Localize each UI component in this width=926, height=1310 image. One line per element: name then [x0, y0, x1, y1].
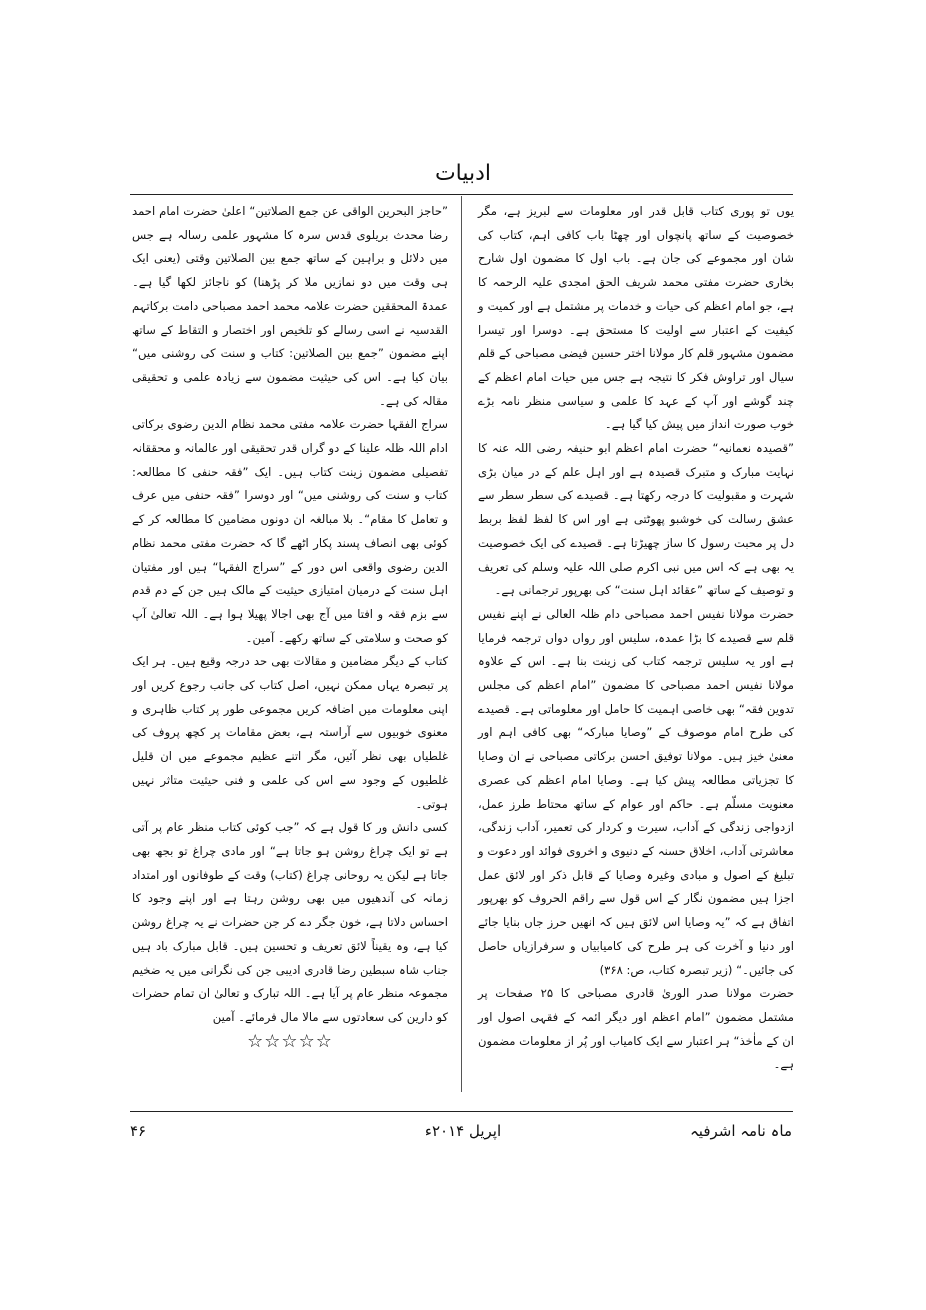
section-title: ادبیات	[434, 161, 492, 186]
paragraph: حضرت مولانا نفیس احمد مصباحی دام ظلہ العالی نے اپنے نفیس قلم سے قصیدے کا بڑا عمدہ، سلیس اور رواں دواں ترجمہ فرمایا ہے اور یہ سلیس ترجمہ کتاب کی زینت بنا ہے۔ اس کے علاوہ مولانا نفیس احمد مصباحی کا مضمون ”امام اعظم کی مجلس تدوین فقہ“ بھی خاصی اہمیت کا حامل اور معلوماتی ہے۔ قصیدے کی طرح امام موصوف کے ”وصایا مبارکہ“ بھی کافی اہم اور معنیٰ خیز ہیں۔ مولانا توفیق احسن برکاتی مصباحی نے ان وصایا کا تجزیاتی مطالعہ پیش کیا ہے۔ وصایا امام اعظم کی عصری معنویت مسلّم ہے۔ حاکم اور عوام کے ساتھ محتاط طرز عمل، ازدواجی زندگی کے آداب، سیرت و کردار کی تعمیر، آداب زندگی، معاشرتی آداب، اخلاق حسنہ کے دنیوی و اخروی فوائد اور دعوت و تبلیغ کے اصول و مبادی وغیرہ وصایا کے قابل ذکر اور لائق عمل اجزا ہیں مضمون نگار کے اس قول سے راقم الحروف کو بھرپور اتفاق ہے کہ ”یہ وصایا اس لائق ہیں کہ انھیں حرز جاں بنایا جائے اور دنیا و آخرت کی ہر طرح کی کامیابیاں و سرفرازیاں حاصل کی جائیں۔“ (زیر تبصرہ کتاب، ص: ۳۶۸)	[478, 606, 794, 977]
left-column	[132, 200, 448, 1053]
star-ornament: ☆☆☆☆☆	[247, 1030, 333, 1052]
paragraph: ”قصیدہ نعمانیہ“ حضرت امام اعظم ابو حنیفہ رضی اللہ عنہ کا نہایت مبارک و متبرک قصیدہ ہے اور اہل علم کے در میان بڑی شہرت و مقبولیت کا درجہ رکھتا ہے۔ قصیدے کی سطر سطر سے عشق رسالت کی خوشبو پھوٹتی ہے اور اس کا لفظ لفظ بربط دل پر محبت رسول کا ساز چھیڑتا ہے۔ قصیدے کی ایک خصوصیت یہ بھی ہے کہ اس میں نبی اکرم صلی اللہ علیہ وسلم کی تعریف و توصیف کے ساتھ ”عقائد اہل سنت“ کی بھرپور ترجمانی ہے۔	[478, 441, 794, 598]
paragraph: کسی دانش ور کا قول ہے کہ ”جب کوئی کتاب منظر عام پر آتی ہے تو ایک چراغ روشن ہو جاتا ہے“ اور مادی چراغ تو بجھ بھی جاتا ہے لیکن یہ روحانی چراغ (کتاب) وقت کے طوفانوں اور امتداد زمانہ کی آندھیوں میں بھی روشن رہتا ہے اور اپنے وجود کا احساس دلاتا ہے، خون جگر دے کر جن حضرات نے یہ چراغ روشن کیا ہے، وہ یقیناً لائق تعریف و تحسین ہیں۔ قابل مبارک باد ہیں جناب شاہ سبطین رضا قادری ادیبی جن کی نگرانی میں یہ ضخیم مجموعہ منظر عام پر آیا ہے۔ اللہ تبارک و تعالیٰ ان تمام حضرات کو دارین کی سعادتوں سے مالا مال فرمائے۔ آمین	[132, 820, 448, 1024]
paragraph: حضرت مولانا صدر الوریٰ قادری مصباحی کا ۲۵ صفحات پر مشتمل مضمون ”امام اعظم اور دیگر ائمہ کے فقہی اصول اور ان کے ماٰخذ“ ہر اعتبار سے ایک کامیاب اور پُر از معلومات مضمون ہے۔	[478, 986, 794, 1072]
column-divider	[461, 196, 462, 1092]
journal-name: ماہ نامہ اشرفیہ	[690, 1122, 792, 1140]
paragraph: کتاب کے دیگر مضامین و مقالات بھی حد درجہ وقیع ہیں۔ ہر ایک پر تبصرہ یہاں ممکن نہیں، اصل کتاب کی جانب رجوع کریں اور اپنی معلومات میں اضافہ کریں مجموعی طور پر کتاب ظاہری و معنوی خوبیوں سے آراستہ ہے، بعض مقامات پر کچھ پروف کی غلطیاں بھی نظر آئیں، مگر اتنے عظیم مجموعے میں ان قلیل غلطیوں کے وجود سے اس کی علمی و فنی حیثیت متاثر نہیں ہوتی۔	[132, 654, 448, 811]
page-number: ۴۶	[130, 1122, 147, 1140]
footer-rule	[130, 1111, 793, 1112]
header-rule	[130, 194, 793, 195]
right-column	[478, 200, 794, 1077]
paragraph: ”حاجز البحرین الواقی عن جمع الصلاتین“ اعلیٰ حضرت امام احمد رضا محدث بریلوی قدس سرہ کا مشہور علمی رسالہ ہے جس میں دلائل و براہین کے ساتھ جمع بین الصلاتین وقتی (یعنی ایک ہی وقت میں دو نمازیں ملا کر پڑھنا) کو ناجائز لکھا گیا ہے۔ عمدۃ المحققین حضرت علامہ محمد احمد مصباحی دامت برکاتہم القدسیہ نے اسی رسالے کو تلخیص اور اختصار و التقاط کے ساتھ اپنے مضمون ”جمع بین الصلاتین: کتاب و سنت کی روشنی میں“ بیان کیا ہے۔ اس کی حیثیت مضمون سے زیادہ علمی و تحقیقی مقالہ کی ہے۔	[132, 204, 448, 408]
paragraph: سراج الفقہا حضرت علامہ مفتی محمد نظام الدین رضوی برکاتی ادام اللہ ظلہ علینا کے دو گراں قدر تحقیقی اور عالمانہ و محققانہ تفصیلی مضمون زینت کتاب ہیں۔ ایک ”فقہ حنفی کا مطالعہ: کتاب و سنت کی روشنی میں“ اور دوسرا ”فقہ حنفی میں عرف و تعامل کا مقام“۔ بلا مبالغہ ان دونوں مضامین کا مطالعہ کر کے کوئی بھی انصاف پسند پکار اٹھے گا کہ حضرت مفتی محمد نظام الدین رضوی واقعی اس دور کے ”سراج الفقہا“ ہیں اور مفتیان اہل سنت کے درمیان امتیازی حیثیت کے مالک ہیں جن کے دم قدم سے بزم فقہ و افتا میں آج بھی اجالا پھیلا ہوا ہے۔ اللہ تعالیٰ آپ کو صحت و سلامتی کے ساتھ رکھے۔ آمین۔	[132, 417, 448, 645]
issue-date: اپریل ۲۰۱۴ء	[424, 1122, 502, 1140]
paragraph: یوں تو پوری کتاب قابل قدر اور معلومات سے لبریز ہے، مگر خصوصیت کے ساتھ پانچواں اور چھٹا باب کافی اہم، کتاب کی شان اور مجموعے کی جان ہے۔ باب اول کا مضمون اول شارح بخاری حضرت مفتی محمد شریف الحق امجدی علیہ الرحمہ کا ہے، جو امام اعظم کی حیات و خدمات پر مشتمل ہے اور کمیت و کیفیت کے اعتبار سے اولیت کا مستحق ہے۔ دوسرا اور تیسرا مضمون مشہور قلم کار مولانا اختر حسین فیضی مصباحی کے قلم سیال اور تراوش فکر کا نتیجہ ہے جس میں حیات امام اعظم کے چند گوشے اور آپ کے عہد کا علمی و سیاسی منظر نامہ بڑے خوب صورت انداز میں پیش کیا گیا ہے۔	[478, 204, 794, 432]
